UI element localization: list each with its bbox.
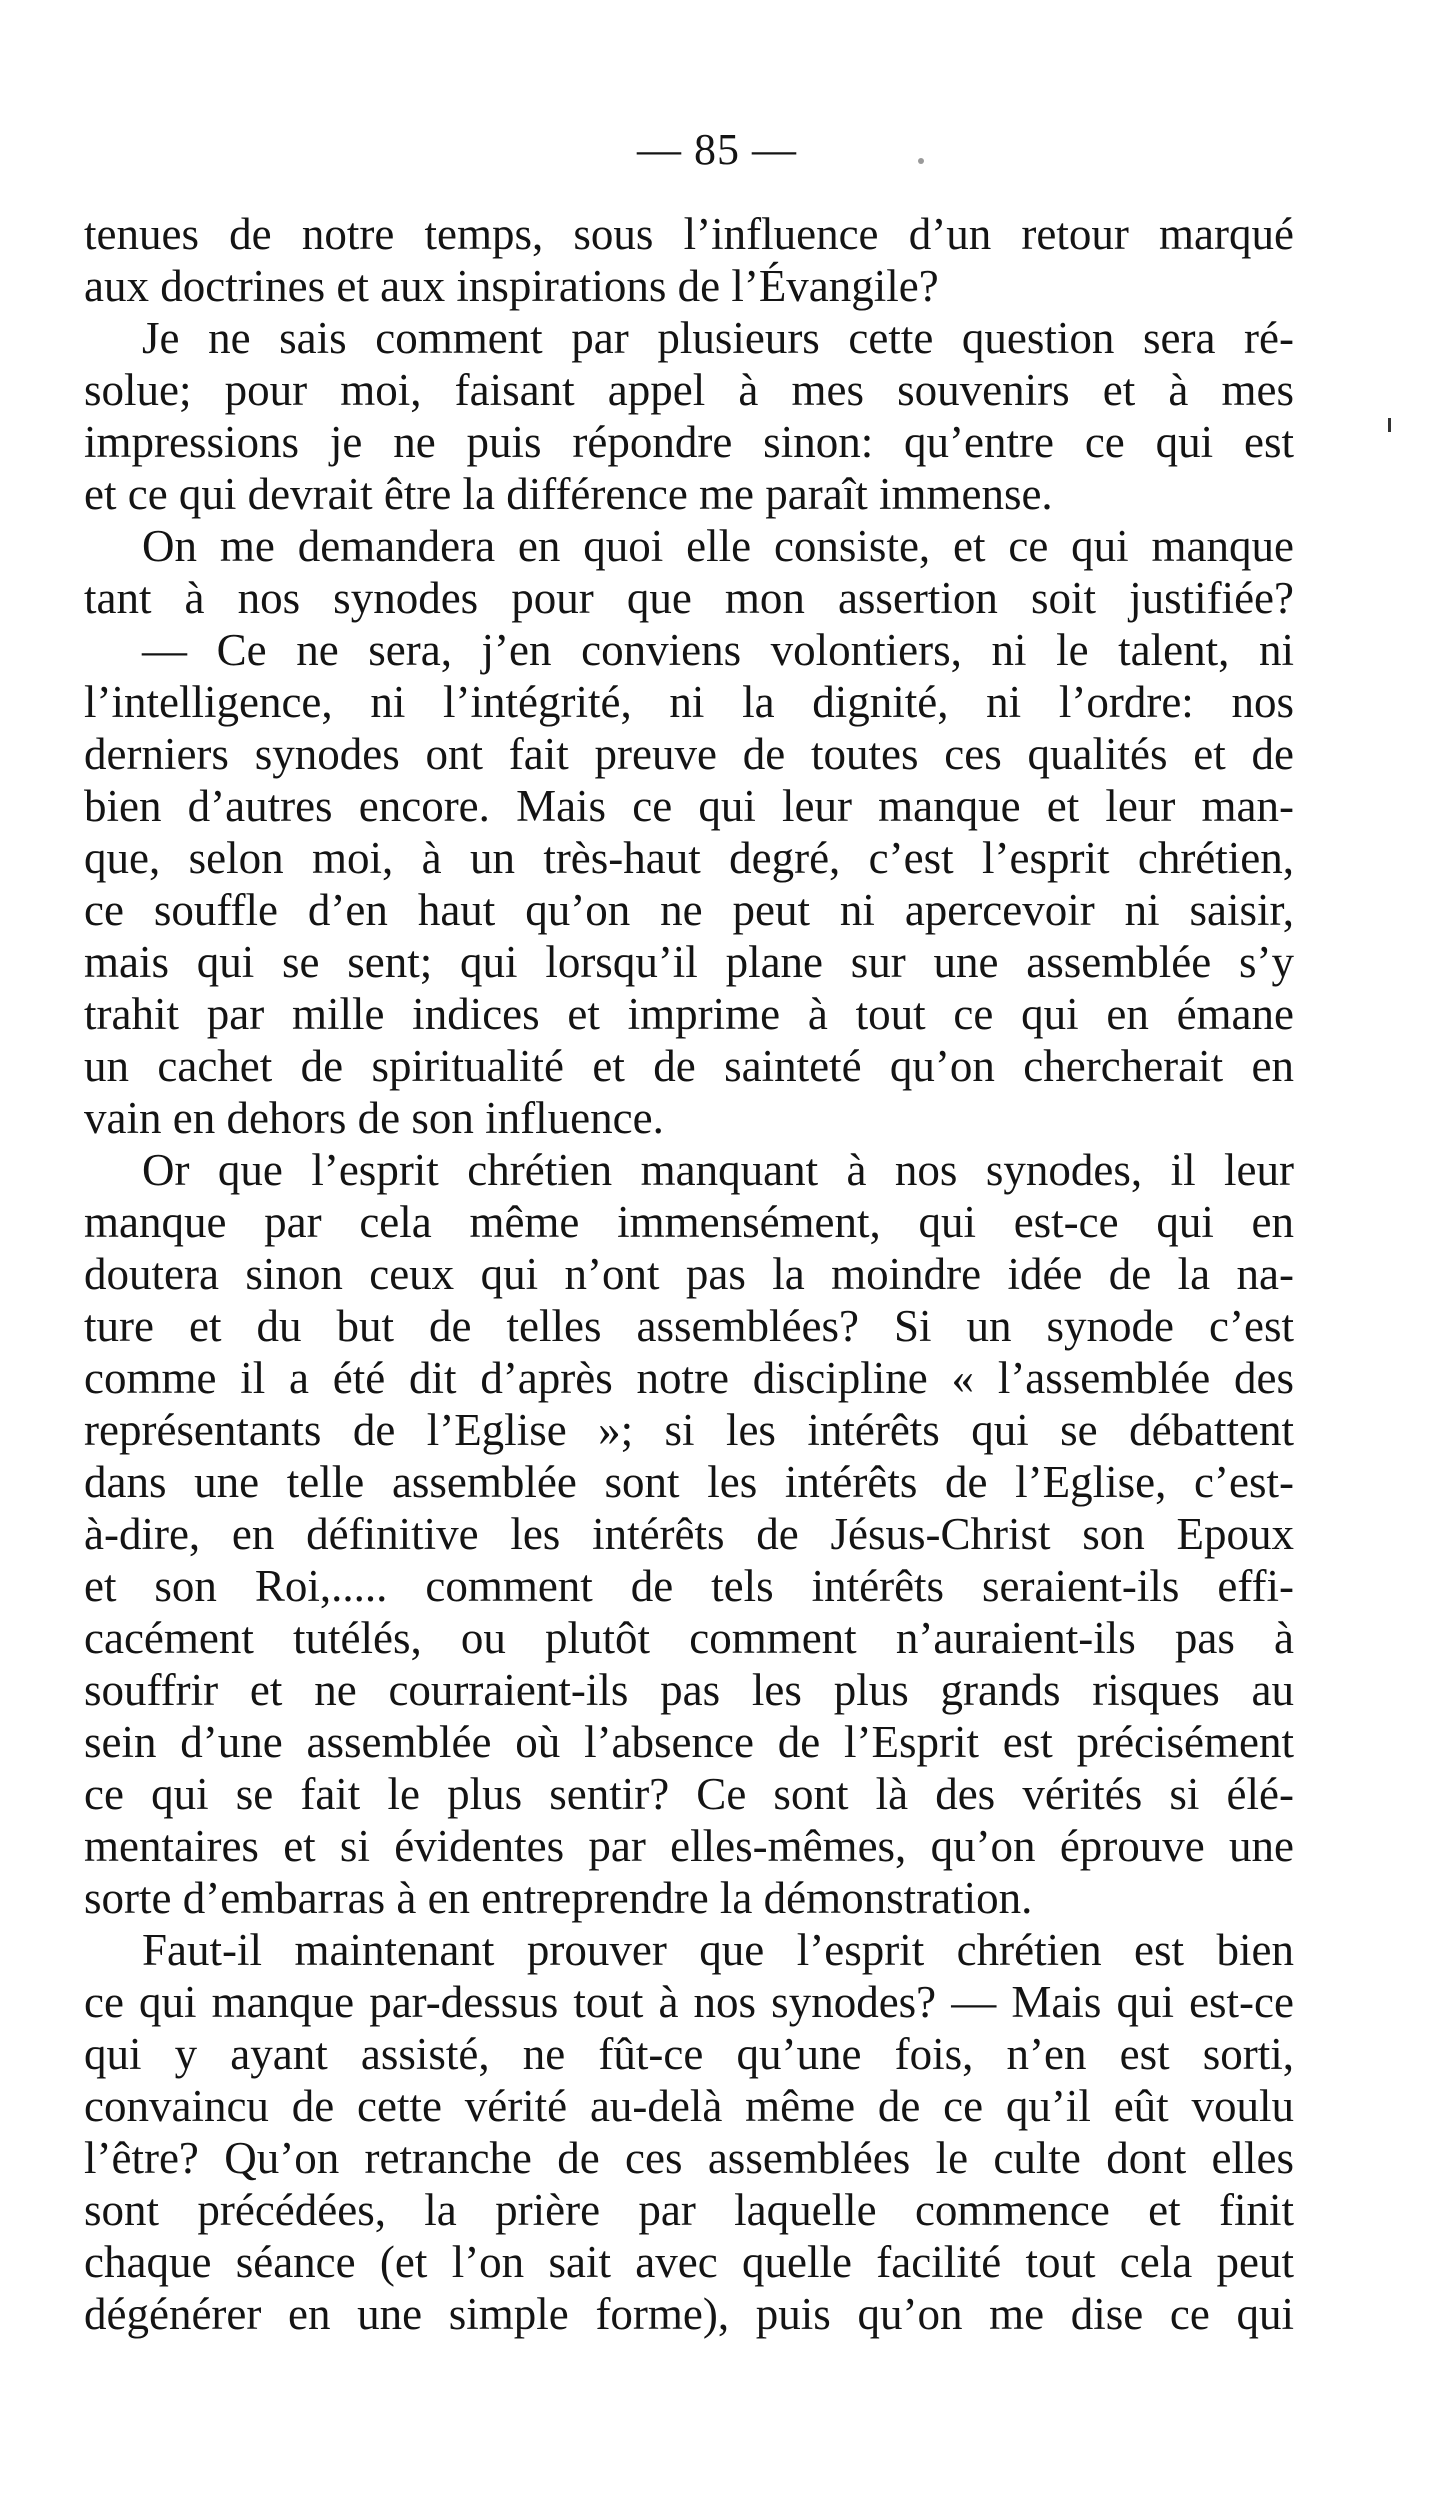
text-line: aux doctrines et aux inspirations de l’Évangile? [84,261,939,311]
body-text [84,208,1294,2340]
text-line: trahit par mille indices et imprime à tout ce qui en émane [84,989,1294,1039]
text-line: à-dire, en définitive les intérêts de Jésus-Christ son Epoux [84,1509,1294,1559]
text-line: dégénérer en une simple forme), puis qu’on me dise ce qui [84,2289,1294,2339]
text-line: l’être? Qu’on retranche de ces assemblées le culte dont elles [84,2133,1294,2183]
text-line: — Ce ne sera, j’en conviens volontiers, ni le talent, ni [142,625,1294,675]
text-line: Faut-il maintenant prouver que l’esprit chrétien est bien [142,1925,1294,1975]
text-line: souffrir et ne courraient-ils pas les plus grands risques au [84,1665,1294,1715]
text-line: doutera sinon ceux qui n’ont pas la moindre idée de la na- [84,1249,1294,1299]
page-number: — 85 — [637,125,797,174]
text-line: sorte d’embarras à en entreprendre la démonstration. [84,1873,1033,1923]
text-line: derniers synodes ont fait preuve de toutes ces qualités et de [84,729,1294,779]
text-line: vain en dehors de son influence. [84,1093,664,1143]
text-line: cacément tutélés, ou plutôt comment n’auraient-ils pas à [84,1613,1294,1663]
text-line: représentants de l’Eglise »; si les intérêts qui se débattent [84,1405,1294,1455]
margin-mark [1388,418,1391,432]
text-line: ce qui se fait le plus sentir? Ce sont là des vérités si élé- [84,1769,1294,1819]
text-line: ture et du but de telles assemblées? Si un synode c’est [84,1301,1294,1351]
text-line: Je ne sais comment par plusieurs cette question sera ré- [142,313,1294,363]
text-line: et son Roi,..... comment de tels intérêts seraient-ils effi- [84,1561,1294,1611]
text-line: convaincu de cette vérité au-delà même de ce qu’il eût voulu [84,2081,1294,2131]
text-line: sein d’une assemblée où l’absence de l’Esprit est précisément [84,1717,1294,1767]
text-line: tenues de notre temps, sous l’influence d’un retour marqué [84,209,1294,259]
text-line: comme il a été dit d’après notre discipline « l’assemblée des [84,1353,1294,1403]
text-line: chaque séance (et l’on sait avec quelle facilité tout cela peut [84,2237,1294,2287]
text-line: un cachet de spiritualité et de sainteté qu’on chercherait en [84,1041,1294,1091]
text-line: tant à nos synodes pour que mon assertion soit justifiée? [84,573,1294,623]
text-line: dans une telle assemblée sont les intérêts de l’Eglise, c’est- [84,1457,1294,1507]
text-line: mentaires et si évidentes par elles-mêmes, qu’on éprouve une [84,1821,1294,1871]
text-line: manque par cela même immensément, qui est-ce qui en [84,1197,1294,1247]
text-line: Or que l’esprit chrétien manquant à nos synodes, il leur [142,1145,1294,1195]
text-line: impressions je ne puis répondre sinon: qu’entre ce qui est [84,417,1294,467]
text-line: On me demandera en quoi elle consiste, et ce qui manque [142,521,1294,571]
text-line: sont précédées, la prière par laquelle commence et finit [84,2185,1294,2235]
text-line: ce qui manque par-dessus tout à nos synodes? — Mais qui est-ce [84,1977,1294,2027]
text-line: et ce qui devrait être la différence me paraît immense. [84,469,1053,519]
text-line: que, selon moi, à un très-haut degré, c’est l’esprit chrétien, [84,833,1294,883]
text-line: solue; pour moi, faisant appel à mes souvenirs et à mes [84,365,1294,415]
text-line: bien d’autres encore. Mais ce qui leur manque et leur man- [84,781,1294,831]
text-line: ce souffle d’en haut qu’on ne peut ni apercevoir ni saisir, [84,885,1294,935]
text-line: mais qui se sent; qui lorsqu’il plane sur une assemblée s’y [84,937,1294,987]
text-line: l’intelligence, ni l’intégrité, ni la dignité, ni l’ordre: nos [84,677,1294,727]
text-line: qui y ayant assisté, ne fût-ce qu’une fois, n’en est sorti, [84,2029,1294,2079]
